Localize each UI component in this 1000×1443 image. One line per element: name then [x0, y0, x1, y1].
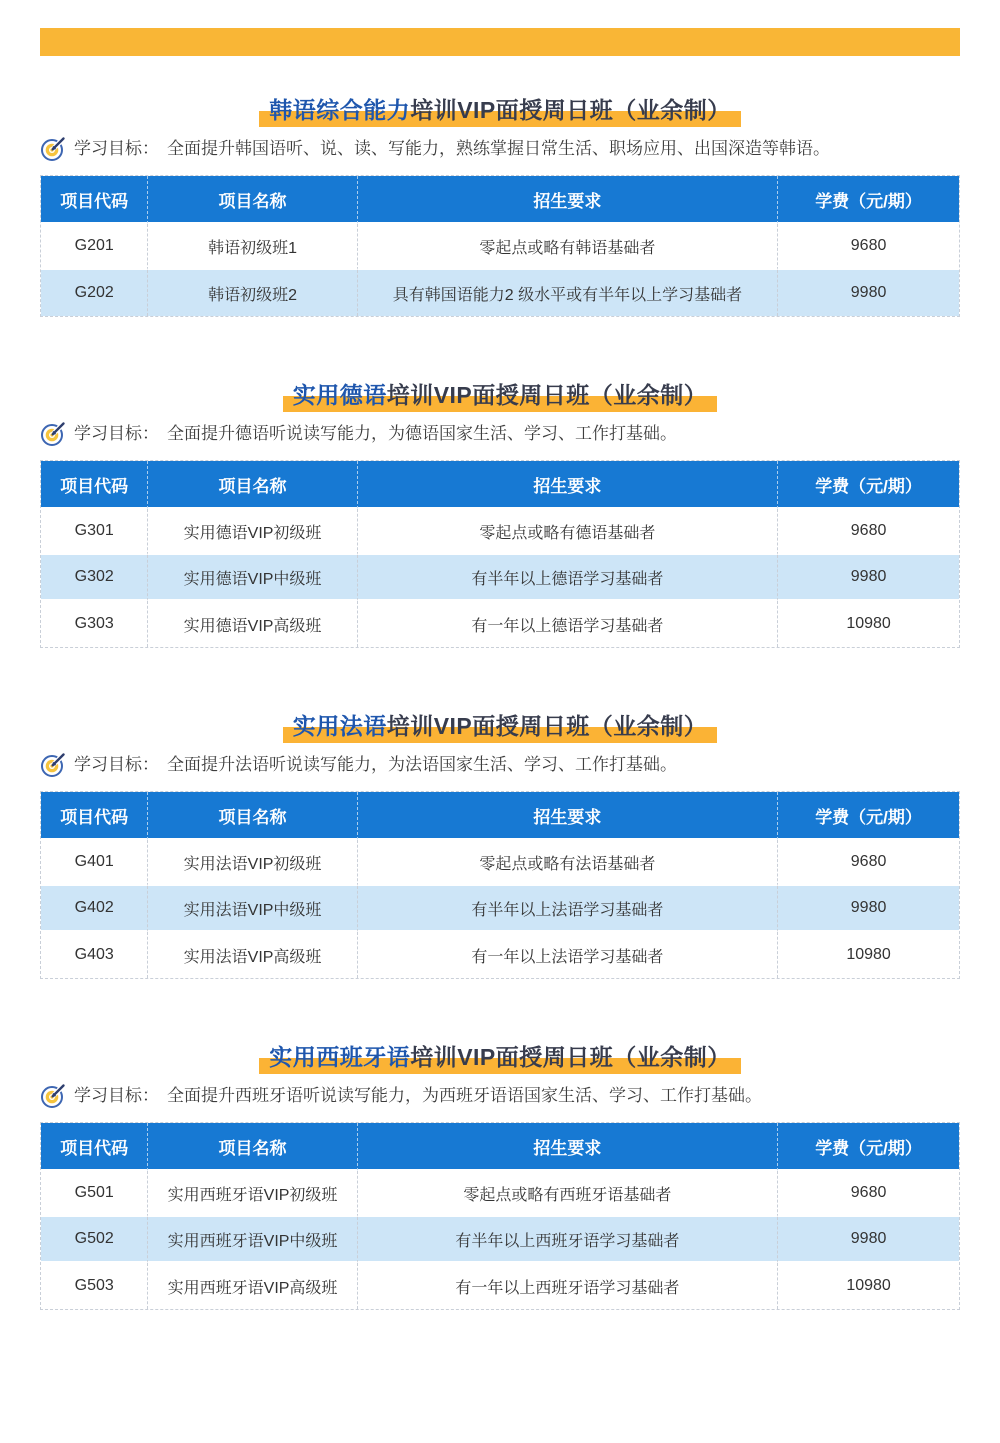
column-header-name: 项目名称 [148, 792, 357, 840]
section-title-rest: 培训VIP面授周日班（业余制） [410, 1044, 731, 1070]
section-title-rest: 培训VIP面授周日班（业余制） [386, 382, 708, 408]
table-body [41, 224, 959, 316]
table-row [41, 601, 959, 647]
cell-code: G301 [41, 509, 148, 555]
column-header-name: 项目名称 [148, 461, 357, 509]
goal-label: 学习目标： [74, 424, 159, 443]
table-body [41, 1171, 959, 1309]
goal-text: 全面提升西班牙语听说读写能力，为西班牙语语国家生活、学习、工作打基础。 [167, 1086, 762, 1105]
cell-fee: 9980 [778, 270, 959, 316]
target-icon [40, 1083, 66, 1109]
cell-fee: 10980 [778, 1263, 959, 1309]
top-accent-bar [40, 28, 960, 56]
learning-goal [40, 752, 960, 778]
column-header-fee: 学费（元/期） [778, 176, 959, 224]
section-title [40, 379, 960, 411]
table-header-row [41, 461, 959, 509]
table-row [41, 224, 959, 270]
course-table [40, 460, 960, 648]
cell-fee: 9680 [778, 840, 959, 886]
column-header-code: 项目代码 [41, 792, 148, 840]
cell-name: 实用西班牙语VIP高级班 [148, 1263, 357, 1309]
cell-name: 实用德语VIP初级班 [148, 509, 357, 555]
cell-requirement: 零起点或略有西班牙语基础者 [358, 1171, 778, 1217]
cell-name: 韩语初级班2 [148, 270, 357, 316]
cell-fee: 9980 [778, 555, 959, 601]
cell-code: G401 [41, 840, 148, 886]
cell-name: 实用德语VIP高级班 [148, 601, 357, 647]
page [0, 28, 1000, 1310]
cell-code: G503 [41, 1263, 148, 1309]
target-icon [40, 421, 66, 447]
cell-fee: 9680 [778, 1171, 959, 1217]
cell-name: 实用法语VIP高级班 [148, 932, 357, 978]
column-header-requirement: 招生要求 [358, 1123, 778, 1171]
cell-requirement: 有半年以上德语学习基础者 [358, 555, 778, 601]
goal-text: 全面提升德语听说读写能力，为德语国家生活、学习、工作打基础。 [167, 424, 677, 443]
column-header-code: 项目代码 [41, 461, 148, 509]
cell-name: 实用法语VIP中级班 [148, 886, 357, 932]
section-korean [40, 94, 960, 317]
column-header-name: 项目名称 [148, 1123, 357, 1171]
table-row [41, 555, 959, 601]
cell-requirement: 有半年以上西班牙语学习基础者 [358, 1217, 778, 1263]
cell-name: 实用西班牙语VIP初级班 [148, 1171, 357, 1217]
column-header-fee: 学费（元/期） [778, 1123, 959, 1171]
cell-fee: 10980 [778, 932, 959, 978]
table-row [41, 1263, 959, 1309]
learning-goal [40, 1083, 960, 1109]
column-header-fee: 学费（元/期） [778, 461, 959, 509]
goal-label: 学习目标： [74, 139, 159, 158]
cell-code: G303 [41, 601, 148, 647]
column-header-fee: 学费（元/期） [778, 792, 959, 840]
column-header-requirement: 招生要求 [358, 792, 778, 840]
goal-text: 全面提升韩国语听、说、读、写能力，熟练掌握日常生活、职场应用、出国深造等韩语。 [167, 139, 830, 158]
section-title-rest: 培训VIP面授周日班（业余制） [410, 97, 731, 123]
section-title-highlight: 实用德语 [292, 382, 387, 408]
column-header-code: 项目代码 [41, 176, 148, 224]
table-row [41, 270, 959, 316]
cell-code: G402 [41, 886, 148, 932]
cell-fee: 9980 [778, 1217, 959, 1263]
cell-code: G202 [41, 270, 148, 316]
goal-label: 学习目标： [74, 1086, 159, 1105]
section-title [40, 94, 960, 126]
learning-goal [40, 421, 960, 447]
goal-text: 全面提升法语听说读写能力，为法语国家生活、学习、工作打基础。 [167, 755, 677, 774]
cell-requirement: 零起点或略有德语基础者 [358, 509, 778, 555]
target-icon [40, 752, 66, 778]
cell-code: G502 [41, 1217, 148, 1263]
cell-requirement: 零起点或略有韩语基础者 [358, 224, 778, 270]
cell-fee: 10980 [778, 601, 959, 647]
cell-name: 实用西班牙语VIP中级班 [148, 1217, 357, 1263]
target-icon [40, 136, 66, 162]
course-table [40, 175, 960, 317]
goal-label: 学习目标： [74, 755, 159, 774]
section-title-highlight: 实用法语 [292, 713, 387, 739]
course-table [40, 791, 960, 979]
table-header-row [41, 176, 959, 224]
section-german [40, 379, 960, 648]
table-body [41, 509, 959, 647]
cell-requirement: 具有韩国语能力2 级水平或有半年以上学习基础者 [358, 270, 778, 316]
table-row [41, 840, 959, 886]
cell-code: G201 [41, 224, 148, 270]
cell-fee: 9980 [778, 886, 959, 932]
section-title [40, 1041, 960, 1073]
section-spanish [40, 1041, 960, 1310]
section-title-highlight: 实用西班牙语 [269, 1044, 411, 1070]
table-row [41, 1217, 959, 1263]
cell-code: G302 [41, 555, 148, 601]
table-row [41, 509, 959, 555]
cell-requirement: 有一年以上西班牙语学习基础者 [358, 1263, 778, 1309]
table-header-row [41, 792, 959, 840]
course-table [40, 1122, 960, 1310]
cell-requirement: 有一年以上法语学习基础者 [358, 932, 778, 978]
cell-requirement: 有一年以上德语学习基础者 [358, 601, 778, 647]
cell-requirement: 有半年以上法语学习基础者 [358, 886, 778, 932]
column-header-name: 项目名称 [148, 176, 357, 224]
cell-name: 实用法语VIP初级班 [148, 840, 357, 886]
table-body [41, 840, 959, 978]
section-title-highlight: 韩语综合能力 [269, 97, 411, 123]
table-header-row [41, 1123, 959, 1171]
cell-requirement: 零起点或略有法语基础者 [358, 840, 778, 886]
section-title-rest: 培训VIP面授周日班（业余制） [386, 713, 708, 739]
cell-fee: 9680 [778, 224, 959, 270]
learning-goal [40, 136, 960, 162]
cell-name: 实用德语VIP中级班 [148, 555, 357, 601]
table-row [41, 886, 959, 932]
column-header-requirement: 招生要求 [358, 176, 778, 224]
table-row [41, 932, 959, 978]
cell-fee: 9680 [778, 509, 959, 555]
table-row [41, 1171, 959, 1217]
column-header-code: 项目代码 [41, 1123, 148, 1171]
cell-name: 韩语初级班1 [148, 224, 357, 270]
section-title [40, 710, 960, 742]
column-header-requirement: 招生要求 [358, 461, 778, 509]
cell-code: G501 [41, 1171, 148, 1217]
cell-code: G403 [41, 932, 148, 978]
section-french [40, 710, 960, 979]
